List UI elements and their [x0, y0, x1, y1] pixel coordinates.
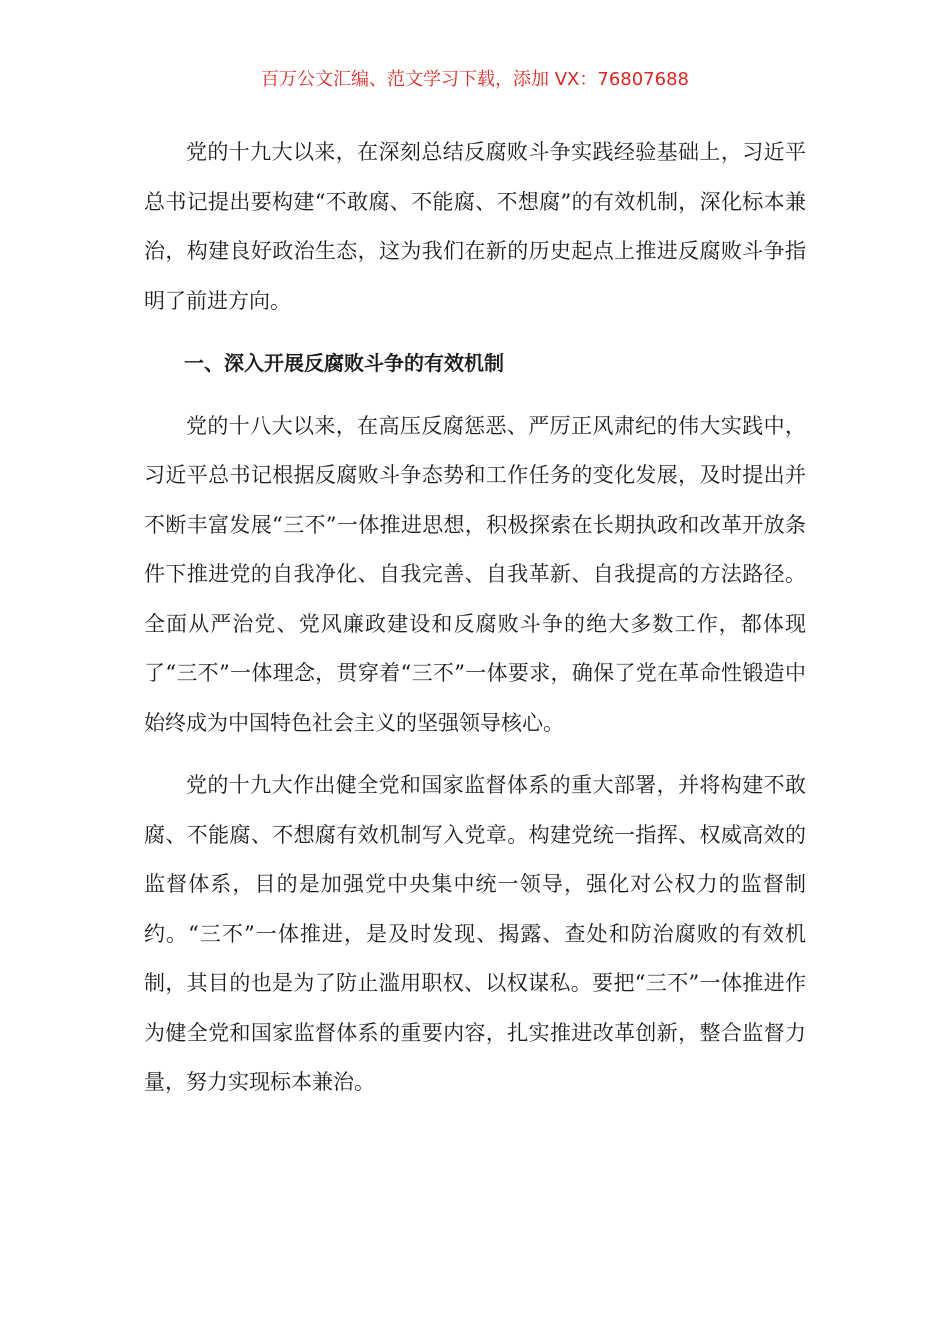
section-1-paragraph-2: 党的十九大作出健全党和国家监督体系的重大部署，并将构建不敢腐、不能腐、不想腐有效机制写入党章。构建党统一指挥、权威高效的监督体系，目的是加强党中央集中统一领导，强化对公权力的监督制约。“三不”一体推进，是及时发现、揭露、查处和防治腐败的有效机制，其目的也是为了防止滥用职权、以权谋私。要把“三不”一体推进作为健全党和国家监督体系的重要内容，扎实推进改革创新，整合监督力量，努力实现标本兼治。 [144, 773, 806, 1094]
intro-paragraph: 党的十九大以来，在深刻总结反腐败斗争实践经验基础上，习近平总书记提出要构建“不敢腐、不能腐、不想腐”的有效机制，深化标本兼治，构建良好政治生态，这为我们在新的历史起点上推进反腐败斗争指明了前进方向。 [144, 140, 806, 313]
section-1-paragraph-1: 党的十八大以来，在高压反腐惩恶、严厉正风肃纪的伟大实践中，习近平总书记根据反腐败斗争态势和工作任务的变化发展，及时提出并不断丰富发展“三不”一体推进思想，积极探索在长期执政和改革开放条件下推进党的自我净化、自我完善、自我革新、自我提高的方法路径。全面从严治党、党风廉政建设和反腐败斗争的绝大多数工作，都体现了“三不”一体理念，贯穿着“三不”一体要求，确保了党在革命性锻造中始终成为中国特色社会主义的坚强领导核心。 [144, 413, 806, 735]
document-body [144, 128, 806, 1108]
watermark-header: 百万公文汇编、范文学习下载，添加 VX：76807688 [261, 69, 689, 90]
section-heading-1: 一、深入开展反腐败斗争的有效机制 [184, 351, 504, 375]
